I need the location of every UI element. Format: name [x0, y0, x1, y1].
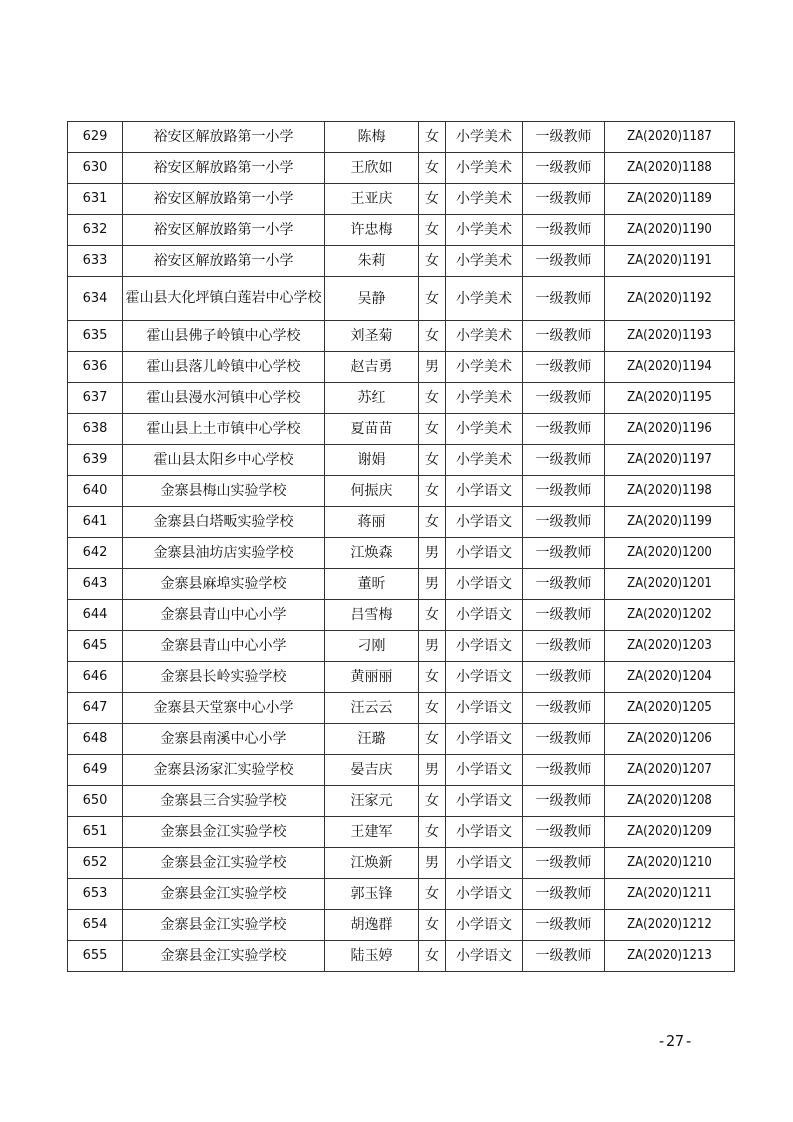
- certificate-number-cell: ZA(2020)1189: [605, 184, 735, 215]
- school-cell: 金寨县金江实验学校: [123, 879, 325, 910]
- school-cell: 霍山县太阳乡中心学校: [123, 445, 325, 476]
- row-number: 633: [68, 246, 123, 277]
- certificate-number-cell: ZA(2020)1192: [605, 277, 735, 321]
- teacher-name-cell: 苏红: [325, 383, 419, 414]
- teacher-name-cell: 赵吉勇: [325, 352, 419, 383]
- table-row: [68, 817, 735, 848]
- title-cell: 一级教师: [523, 569, 605, 600]
- row-number: 638: [68, 414, 123, 445]
- title-cell: 一级教师: [523, 184, 605, 215]
- certificate-number-cell: ZA(2020)1205: [605, 693, 735, 724]
- gender-cell: 女: [419, 414, 446, 445]
- row-number: 632: [68, 215, 123, 246]
- school-cell: 霍山县上土市镇中心学校: [123, 414, 325, 445]
- certificate-number-cell: ZA(2020)1206: [605, 724, 735, 755]
- certificate-number-cell: ZA(2020)1196: [605, 414, 735, 445]
- page-number: -27-: [657, 1032, 694, 1050]
- teacher-name-cell: 王欣如: [325, 153, 419, 184]
- title-cell: 一级教师: [523, 246, 605, 277]
- gender-cell: 女: [419, 662, 446, 693]
- row-number: 639: [68, 445, 123, 476]
- subject-cell: 小学美术: [446, 277, 523, 321]
- gender-cell: 女: [419, 153, 446, 184]
- subject-cell: 小学语文: [446, 507, 523, 538]
- gender-cell: 女: [419, 277, 446, 321]
- certificate-number-cell: ZA(2020)1198: [605, 476, 735, 507]
- school-cell: 金寨县金江实验学校: [123, 848, 325, 879]
- gender-cell: 女: [419, 476, 446, 507]
- school-cell: 霍山县佛子岭镇中心学校: [123, 321, 325, 352]
- teacher-name-cell: 夏苗苗: [325, 414, 419, 445]
- row-number: 648: [68, 724, 123, 755]
- subject-cell: 小学语文: [446, 569, 523, 600]
- certificate-number-cell: ZA(2020)1199: [605, 507, 735, 538]
- certificate-number-cell: ZA(2020)1204: [605, 662, 735, 693]
- certificate-number-cell: ZA(2020)1207: [605, 755, 735, 786]
- school-cell: 金寨县金江实验学校: [123, 817, 325, 848]
- school-cell: 金寨县梅山实验学校: [123, 476, 325, 507]
- gender-cell: 女: [419, 600, 446, 631]
- teacher-name-cell: 陆玉婷: [325, 941, 419, 972]
- certificate-number-cell: ZA(2020)1203: [605, 631, 735, 662]
- certificate-number-cell: ZA(2020)1187: [605, 122, 735, 153]
- school-cell: 裕安区解放路第一小学: [123, 215, 325, 246]
- certificate-number-cell: ZA(2020)1211: [605, 879, 735, 910]
- row-number: 655: [68, 941, 123, 972]
- subject-cell: 小学语文: [446, 941, 523, 972]
- title-cell: 一级教师: [523, 383, 605, 414]
- row-number: 652: [68, 848, 123, 879]
- school-cell: 金寨县青山中心小学: [123, 631, 325, 662]
- school-cell: 裕安区解放路第一小学: [123, 122, 325, 153]
- title-cell: 一级教师: [523, 321, 605, 352]
- teacher-name-cell: 许忠梅: [325, 215, 419, 246]
- teacher-name-cell: 董昕: [325, 569, 419, 600]
- subject-cell: 小学美术: [446, 383, 523, 414]
- title-cell: 一级教师: [523, 817, 605, 848]
- row-number: 637: [68, 383, 123, 414]
- teacher-name-cell: 吕雪梅: [325, 600, 419, 631]
- certificate-number-cell: ZA(2020)1208: [605, 786, 735, 817]
- title-cell: 一级教师: [523, 600, 605, 631]
- gender-cell: 女: [419, 122, 446, 153]
- gender-cell: 女: [419, 941, 446, 972]
- row-number: 644: [68, 600, 123, 631]
- title-cell: 一级教师: [523, 538, 605, 569]
- table-row: [68, 631, 735, 662]
- certificate-number-cell: ZA(2020)1209: [605, 817, 735, 848]
- teacher-name-cell: 江焕森: [325, 538, 419, 569]
- gender-cell: 女: [419, 383, 446, 414]
- certificate-number-cell: ZA(2020)1194: [605, 352, 735, 383]
- table-row: [68, 879, 735, 910]
- subject-cell: 小学美术: [446, 122, 523, 153]
- row-number: 640: [68, 476, 123, 507]
- gender-cell: 男: [419, 538, 446, 569]
- subject-cell: 小学语文: [446, 879, 523, 910]
- row-number: 643: [68, 569, 123, 600]
- school-cell: 金寨县金江实验学校: [123, 910, 325, 941]
- table-row: [68, 662, 735, 693]
- row-number: 634: [68, 277, 123, 321]
- table-row: [68, 352, 735, 383]
- title-cell: 一级教师: [523, 724, 605, 755]
- gender-cell: 男: [419, 352, 446, 383]
- row-number: 651: [68, 817, 123, 848]
- table-row: [68, 941, 735, 972]
- row-number: 641: [68, 507, 123, 538]
- teacher-name-cell: 黄丽丽: [325, 662, 419, 693]
- title-cell: 一级教师: [523, 879, 605, 910]
- gender-cell: 女: [419, 507, 446, 538]
- title-cell: 一级教师: [523, 662, 605, 693]
- table-row: [68, 848, 735, 879]
- table-row: [68, 277, 735, 321]
- teacher-name-cell: 何振庆: [325, 476, 419, 507]
- subject-cell: 小学美术: [446, 321, 523, 352]
- school-cell: 金寨县白塔畈实验学校: [123, 507, 325, 538]
- school-cell: 霍山县落儿岭镇中心学校: [123, 352, 325, 383]
- row-number: 650: [68, 786, 123, 817]
- certificate-number-cell: ZA(2020)1191: [605, 246, 735, 277]
- gender-cell: 男: [419, 755, 446, 786]
- table-row: [68, 153, 735, 184]
- gender-cell: 男: [419, 569, 446, 600]
- certificate-number-cell: ZA(2020)1200: [605, 538, 735, 569]
- subject-cell: 小学语文: [446, 600, 523, 631]
- subject-cell: 小学语文: [446, 910, 523, 941]
- school-cell: 裕安区解放路第一小学: [123, 184, 325, 215]
- certificate-number-cell: ZA(2020)1190: [605, 215, 735, 246]
- teacher-name-cell: 刁刚: [325, 631, 419, 662]
- school-cell: 裕安区解放路第一小学: [123, 153, 325, 184]
- certificate-number-cell: ZA(2020)1195: [605, 383, 735, 414]
- row-number: 646: [68, 662, 123, 693]
- subject-cell: 小学美术: [446, 445, 523, 476]
- teacher-roster-table: [67, 121, 735, 972]
- school-cell: 金寨县青山中心小学: [123, 600, 325, 631]
- subject-cell: 小学语文: [446, 538, 523, 569]
- table-row: [68, 321, 735, 352]
- table-row: [68, 215, 735, 246]
- gender-cell: 女: [419, 693, 446, 724]
- row-number: 654: [68, 910, 123, 941]
- certificate-number-cell: ZA(2020)1201: [605, 569, 735, 600]
- gender-cell: 男: [419, 848, 446, 879]
- table-row: [68, 414, 735, 445]
- subject-cell: 小学语文: [446, 476, 523, 507]
- subject-cell: 小学美术: [446, 246, 523, 277]
- certificate-number-cell: ZA(2020)1197: [605, 445, 735, 476]
- table-row: [68, 755, 735, 786]
- gender-cell: 女: [419, 879, 446, 910]
- table-row: [68, 476, 735, 507]
- teacher-name-cell: 胡逸群: [325, 910, 419, 941]
- gender-cell: 女: [419, 445, 446, 476]
- title-cell: 一级教师: [523, 476, 605, 507]
- certificate-number-cell: ZA(2020)1213: [605, 941, 735, 972]
- title-cell: 一级教师: [523, 941, 605, 972]
- school-cell: 金寨县麻埠实验学校: [123, 569, 325, 600]
- gender-cell: 女: [419, 724, 446, 755]
- subject-cell: 小学美术: [446, 414, 523, 445]
- row-number: 647: [68, 693, 123, 724]
- teacher-name-cell: 朱莉: [325, 246, 419, 277]
- title-cell: 一级教师: [523, 153, 605, 184]
- school-cell: 金寨县南溪中心小学: [123, 724, 325, 755]
- row-number: 653: [68, 879, 123, 910]
- teacher-name-cell: 晏吉庆: [325, 755, 419, 786]
- title-cell: 一级教师: [523, 215, 605, 246]
- school-cell: 金寨县三合实验学校: [123, 786, 325, 817]
- subject-cell: 小学美术: [446, 215, 523, 246]
- table-row: [68, 910, 735, 941]
- teacher-name-cell: 陈梅: [325, 122, 419, 153]
- school-cell: 霍山县漫水河镇中心学校: [123, 383, 325, 414]
- title-cell: 一级教师: [523, 122, 605, 153]
- subject-cell: 小学语文: [446, 817, 523, 848]
- teacher-name-cell: 汪璐: [325, 724, 419, 755]
- title-cell: 一级教师: [523, 786, 605, 817]
- subject-cell: 小学语文: [446, 631, 523, 662]
- school-cell: 金寨县汤家汇实验学校: [123, 755, 325, 786]
- table-row: [68, 383, 735, 414]
- teacher-name-cell: 郭玉锋: [325, 879, 419, 910]
- title-cell: 一级教师: [523, 910, 605, 941]
- table-row: [68, 600, 735, 631]
- certificate-number-cell: ZA(2020)1188: [605, 153, 735, 184]
- table-row: [68, 724, 735, 755]
- teacher-name-cell: 王亚庆: [325, 184, 419, 215]
- teacher-name-cell: 蒋丽: [325, 507, 419, 538]
- teacher-name-cell: 刘圣菊: [325, 321, 419, 352]
- gender-cell: 女: [419, 817, 446, 848]
- school-cell: 金寨县油坊店实验学校: [123, 538, 325, 569]
- gender-cell: 女: [419, 215, 446, 246]
- teacher-name-cell: 汪云云: [325, 693, 419, 724]
- subject-cell: 小学语文: [446, 786, 523, 817]
- title-cell: 一级教师: [523, 848, 605, 879]
- teacher-name-cell: 吴静: [325, 277, 419, 321]
- table-row: [68, 693, 735, 724]
- row-number: 645: [68, 631, 123, 662]
- subject-cell: 小学美术: [446, 153, 523, 184]
- subject-cell: 小学语文: [446, 693, 523, 724]
- table-row: [68, 122, 735, 153]
- row-number: 642: [68, 538, 123, 569]
- table-row: [68, 507, 735, 538]
- title-cell: 一级教师: [523, 414, 605, 445]
- school-cell: 霍山县大化坪镇白莲岩中心学校: [123, 277, 325, 321]
- roster-body: [68, 122, 735, 972]
- title-cell: 一级教师: [523, 352, 605, 383]
- title-cell: 一级教师: [523, 693, 605, 724]
- table-row: [68, 569, 735, 600]
- school-cell: 金寨县天堂寨中心小学: [123, 693, 325, 724]
- table-row: [68, 538, 735, 569]
- subject-cell: 小学语文: [446, 724, 523, 755]
- row-number: 629: [68, 122, 123, 153]
- certificate-number-cell: ZA(2020)1193: [605, 321, 735, 352]
- table-row: [68, 184, 735, 215]
- row-number: 636: [68, 352, 123, 383]
- subject-cell: 小学语文: [446, 848, 523, 879]
- gender-cell: 女: [419, 786, 446, 817]
- title-cell: 一级教师: [523, 445, 605, 476]
- school-cell: 金寨县长岭实验学校: [123, 662, 325, 693]
- certificate-number-cell: ZA(2020)1202: [605, 600, 735, 631]
- gender-cell: 女: [419, 910, 446, 941]
- certificate-number-cell: ZA(2020)1212: [605, 910, 735, 941]
- table-row: [68, 445, 735, 476]
- subject-cell: 小学语文: [446, 755, 523, 786]
- gender-cell: 女: [419, 184, 446, 215]
- table-row: [68, 246, 735, 277]
- teacher-name-cell: 江焕新: [325, 848, 419, 879]
- gender-cell: 女: [419, 321, 446, 352]
- row-number: 649: [68, 755, 123, 786]
- subject-cell: 小学美术: [446, 352, 523, 383]
- school-cell: 金寨县金江实验学校: [123, 941, 325, 972]
- gender-cell: 女: [419, 246, 446, 277]
- row-number: 631: [68, 184, 123, 215]
- table-row: [68, 786, 735, 817]
- subject-cell: 小学语文: [446, 662, 523, 693]
- row-number: 630: [68, 153, 123, 184]
- teacher-name-cell: 汪家元: [325, 786, 419, 817]
- row-number: 635: [68, 321, 123, 352]
- title-cell: 一级教师: [523, 755, 605, 786]
- teacher-name-cell: 谢娟: [325, 445, 419, 476]
- teacher-name-cell: 王建军: [325, 817, 419, 848]
- school-cell: 裕安区解放路第一小学: [123, 246, 325, 277]
- title-cell: 一级教师: [523, 507, 605, 538]
- title-cell: 一级教师: [523, 631, 605, 662]
- gender-cell: 男: [419, 631, 446, 662]
- certificate-number-cell: ZA(2020)1210: [605, 848, 735, 879]
- title-cell: 一级教师: [523, 277, 605, 321]
- subject-cell: 小学美术: [446, 184, 523, 215]
